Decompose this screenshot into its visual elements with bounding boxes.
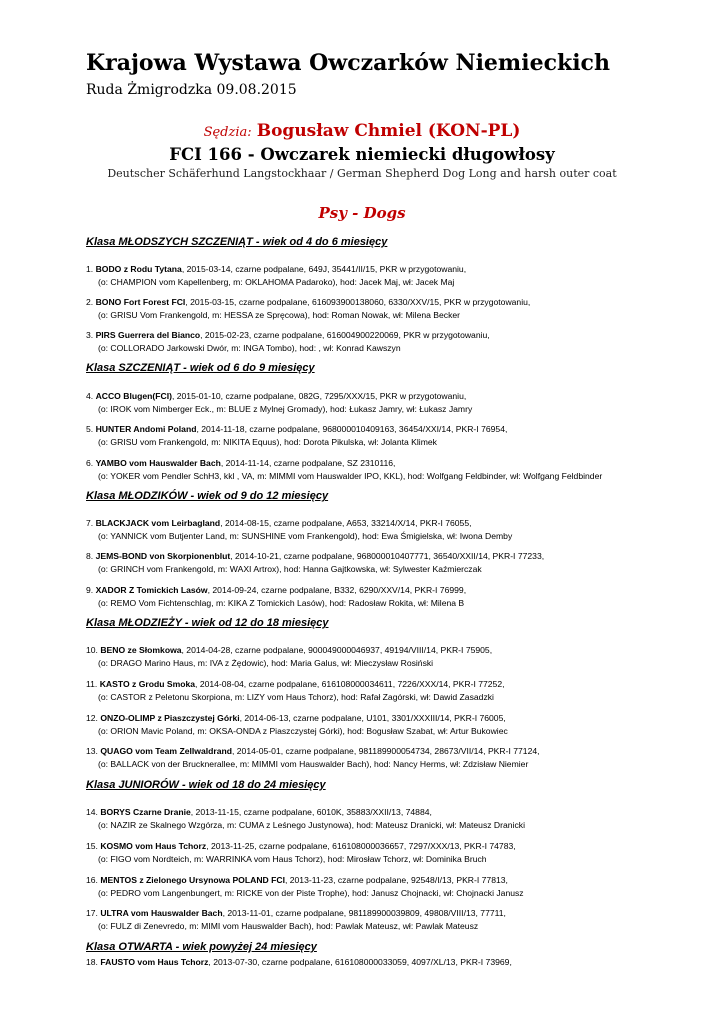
entry-parents: (o: GRISU Vom Frankengold, m: HESSA ze Spręcowa), hod: Roman Nowak, wł: Milena Becker — [98, 309, 461, 320]
entry-name: ULTRA vom Hauswalder Bach — [100, 908, 223, 918]
entry-details: , 2014-11-18, czarne podpalane, 968000010409163, 36454/XXI/14, PKR-I 76954, — [196, 424, 508, 434]
entry-details: , 2013-11-25, czarne podpalane, 616108000036657, 7297/XXX/13, PKR-I 74783, — [206, 841, 516, 851]
breed-subtitle: Deutscher Schäferhund Langstockhaar / German Shepherd Dog Long and harsh outer coat — [107, 167, 617, 180]
entry-number: 2. — [86, 297, 94, 307]
entry-details: , 2014-09-24, czarne podpalane, B332, 6290/XXV/14, PKR-I 76999, — [207, 585, 467, 595]
entry-name: KASTO z Grodu Smoka — [99, 679, 196, 689]
entry-name: JEMS-BOND von Skorpionenblut — [95, 551, 231, 561]
entry — [86, 644, 492, 669]
entry-details: , 2014-10-21, czarne podpalane, 968000010407771, 36540/XXII/14, PKR-I 77233, — [230, 551, 545, 561]
entry-number: 16. — [86, 875, 98, 885]
judge-name: Bogusław Chmiel (KON-PL) — [256, 121, 521, 141]
page-title: Krajowa Wystawa Owczarków Niemieckich — [86, 50, 610, 76]
entry-parents: (o: PEDRO vom Langenbungert, m: RICKE von der Piste Trophe), hod: Janusz Chojnacki, wł: Chojnacki Janusz — [98, 887, 524, 898]
entry-name: KOSMO vom Haus Tchorz — [100, 841, 207, 851]
entry-number: 10. — [86, 645, 98, 655]
entry-number: 6. — [86, 458, 94, 468]
entry-parents: (o: NAZIR ze Skalnego Wzgórza, m: CUMA z Leśnego Justynowa), hod: Mateusz Dranicki, wł: Mateusz Dranicki — [98, 819, 525, 830]
entry — [86, 390, 472, 415]
judge-label: Sędzia: — [203, 125, 252, 140]
entry-name: QUAGO vom Team Zellwaldrand — [100, 746, 232, 756]
entry-name: BORYS Czarne Dranie — [100, 807, 191, 817]
entry-details: , 2014-11-14, czarne podpalane, SZ 2310116, — [220, 458, 396, 468]
entry-parents: (o: GRISU vom Frankengold, m: NIKITA Equus), hod: Dorota Pikulska, wł: Jolanta Klimek — [98, 436, 437, 447]
entry-parents: (o: ORION Mavic Poland, m: OKSA-ONDA z Piaszczystej Górki), hod: Bogusław Szabat, wł: Artur Bukowiec — [98, 725, 508, 736]
entry — [86, 329, 490, 354]
entry-details: , 2014-08-15, czarne podpalane, A653, 33214/X/14, PKR-I 76055, — [220, 518, 472, 528]
entry — [86, 296, 530, 321]
page-subtitle: Ruda Żmigrodzka 09.08.2015 — [86, 82, 297, 98]
entry-parents: (o: CASTOR z Peletonu Skorpiona, m: LIZY vom Haus Tchorz), hod: Rafał Zagórski, wł: Dawid Zasadzki — [98, 691, 494, 702]
judge-line — [0, 121, 724, 141]
entry-name: HUNTER Andomi Poland — [95, 424, 197, 434]
entry-number: 9. — [86, 585, 94, 595]
entry-parents: (o: DRAGO Marino Haus, m: IVA z Żędowic), hod: Maria Galus, wł: Mieczysław Rosiński — [98, 657, 434, 668]
entry — [86, 907, 506, 932]
entry — [86, 840, 516, 865]
entry-number: 14. — [86, 807, 98, 817]
class-heading: Klasa MŁODSZYCH SZCZENIĄT - wiek od 4 do 6 miesięcy — [86, 236, 388, 248]
entry-number: 12. — [86, 713, 98, 723]
entry-details: , 2015-03-15, czarne podpalane, 616093900138060, 6330/XXV/15, PKR w przygotowaniu, — [185, 297, 531, 307]
entry-number: 15. — [86, 841, 98, 851]
entry-name: BENO ze Słomkowa — [100, 645, 182, 655]
entry-parents: (o: IROK vom Nimberger Eck., m: BLUE z Mylnej Gromady), hod: Łukasz Jamry, wł: Łukasz Jamry — [98, 403, 473, 414]
entry-number: 11. — [86, 679, 98, 689]
entry-name: YAMBO vom Hauswalder Bach — [95, 458, 221, 468]
entry-details: , 2014-06-13, czarne podpalane, U101, 3301/XXXIII/14, PKR-I 76005, — [239, 713, 506, 723]
class-heading: Klasa MŁODZIKÓW - wiek od 9 do 12 miesięcy — [86, 490, 329, 502]
entry-details: , 2013-11-15, czarne podpalane, 6010K, 35883/XXII/13, 74884, — [190, 807, 432, 817]
class-heading: Klasa JUNIORÓW - wiek od 18 do 24 miesięcy — [86, 779, 326, 791]
entry — [86, 457, 602, 482]
entry — [86, 263, 466, 288]
sex-heading: Psy - Dogs — [318, 204, 406, 222]
entry-details: , 2014-05-01, czarne podpalane, 981189900054734, 28673/VII/14, PKR-I 77124, — [231, 746, 540, 756]
entry-number: 3. — [86, 330, 94, 340]
class-heading: Klasa SZCZENIĄT - wiek od 6 do 9 miesięcy — [86, 362, 315, 374]
entry-parents: (o: REMO Vom Fichtenschlag, m: KIKA Z Tomickich Lasów), hod: Radosław Rokita, wł: Milena B — [98, 597, 465, 608]
entry-parents: (o: YANNICK vom Butjenter Land, m: SUNSHINE vom Frankengold), hod: Ewa Śmigielska, wł: Iwona Demby — [98, 530, 513, 541]
entry — [86, 874, 524, 899]
entry-parents: (o: YOKER vom Pendler SchH3, kkl , VA, m: MIMMI vom Hauswalder IPO, KKL), hod: Wolfgang Feldbinder, wł: Wolfgang Feldbinder — [98, 470, 603, 481]
entry-parents: (o: FULZ di Zenevredo, m: MIMI vom Hauswalder Bach), hod: Pawlak Mateusz, wł: Pawlak Mateusz — [98, 920, 479, 931]
entry-name: XADOR Z Tomickich Lasów — [95, 585, 208, 595]
entry — [86, 956, 512, 969]
class-heading: Klasa OTWARTA - wiek powyżej 24 miesięcy — [86, 941, 317, 953]
entry — [86, 517, 512, 542]
entry-parents: (o: COLLORADO Jarkowski Dwór, m: INGA Tombo), hod: , wł: Konrad Kawszyn — [98, 342, 401, 353]
entry-number: 4. — [86, 391, 94, 401]
entry — [86, 712, 508, 737]
entry-number: 1. — [86, 264, 94, 274]
entry-number: 7. — [86, 518, 94, 528]
entry — [86, 678, 505, 703]
entry — [86, 584, 466, 609]
entry — [86, 745, 540, 770]
entry-name: FAUSTO vom Haus Tchorz — [100, 957, 209, 967]
entry-number: 18. — [86, 957, 98, 967]
entry — [86, 423, 507, 448]
entry-name: ONZO-OLIMP z Piaszczystej Górki — [100, 713, 240, 723]
entry-number: 5. — [86, 424, 94, 434]
entry-details: , 2013-11-01, czarne podpalane, 981189900039809, 49808/VIII/13, 77711, — [222, 908, 506, 918]
entry-name: BLACKJACK vom Leirbagland — [95, 518, 221, 528]
entry-details: , 2014-08-04, czarne podpalane, 616108000034611, 7226/XXX/14, PKR-I 77252, — [195, 679, 505, 689]
entry-parents: (o: CHAMPION vom Kapellenberg, m: OKLAHOMA Padaroko), hod: Jacek Maj, wł: Jacek Maj — [98, 276, 455, 287]
entry-details: , 2015-01-10, czarne podpalane, 082G, 7295/XXX/15, PKR w przygotowaniu, — [171, 391, 467, 401]
entry-number: 17. — [86, 908, 98, 918]
entry-details: , 2015-02-23, czarne podpalane, 616004900220069, PKR w przygotowaniu, — [200, 330, 490, 340]
entry — [86, 550, 544, 575]
entry — [86, 806, 525, 831]
entry-number: 8. — [86, 551, 94, 561]
entry-name: BODO z Rodu Tytana — [95, 264, 182, 274]
entry-name: BONO Fort Forest FCI — [95, 297, 186, 307]
class-heading: Klasa MŁODZIEŻY - wiek od 12 do 18 miesięcy — [86, 617, 329, 629]
entry-parents: (o: FIGO vom Nordteich, m: WARRINKA vom Haus Tchorz), hod: Mirosław Tchorz, wł: Dominika Bruch — [98, 853, 487, 864]
breed-title: FCI 166 - Owczarek niemiecki długowłosy — [169, 145, 555, 164]
entry-number: 13. — [86, 746, 98, 756]
entry-details: , 2013-07-30, czarne podpalane, 616108000033059, 4097/XL/13, PKR-I 73969, — [208, 957, 512, 967]
entry-parents: (o: BALLACK von der Brucknerallee, m: MIMMI vom Hauswalder Bach), hod: Nancy Herms, wł: Zdzisław Niemier — [98, 758, 529, 769]
entry-name: MENTOS z Zielonego Ursynowa POLAND FCI — [100, 875, 285, 885]
entry-details: , 2014-04-28, czarne podpalane, 900049000046937, 49194/VIII/14, PKR-I 75905, — [181, 645, 493, 655]
entry-details: , 2015-03-14, czarne podpalane, 649J, 35441/II/15, PKR w przygotowaniu, — [181, 264, 467, 274]
entry-name: ACCO Blugen(FCI) — [95, 391, 172, 401]
entry-parents: (o: GRINCH vom Frankengold, m: WAXI Artrox), hod: Hanna Gajtkowska, wł: Sylwester Kaźmierczak — [98, 563, 482, 574]
entry-name: PIRS Guerrera del Bianco — [95, 330, 201, 340]
entry-details: , 2013-11-23, czarne podpalane, 92548/I/13, PKR-I 77813, — [284, 875, 508, 885]
